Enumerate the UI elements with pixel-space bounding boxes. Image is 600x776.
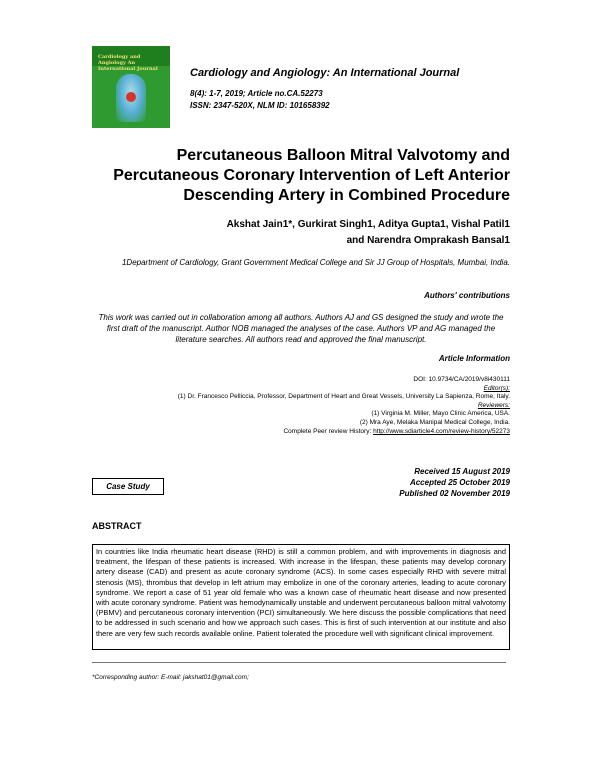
reviewers-label-text: Reviewers: bbox=[477, 402, 510, 409]
journal-issn: ISSN: 2347-520X, NLM ID: 101658392 bbox=[190, 101, 330, 110]
abstract-heading: ABSTRACT bbox=[92, 521, 142, 531]
heart-icon bbox=[126, 92, 136, 102]
review-history bbox=[100, 428, 510, 436]
published-date: Published 02 November 2019 bbox=[399, 489, 510, 498]
editor: (1) Dr. Francesco Pelliccia, Professor, Department of Heart and Great Vessels, University La Sapienza, Rome, Italy. bbox=[177, 393, 510, 400]
affiliation: 1Department of Cardiology, Grant Government Medical College and Sir JJ Group of Hospitals, Mumbai, India. bbox=[121, 258, 510, 267]
accepted-date: Accepted 25 October 2019 bbox=[409, 478, 510, 487]
journal-name: Cardiology and Angiology: An International Journal bbox=[190, 67, 460, 79]
abstract-text: In countries like India rheumatic heart disease (RHD) is still a common problem, and with improvements in diagnosis and treatment, the lifespan of these patients is increased. With increase in the lifespan, these patients may develop coronary artery disease (CAD) and present as acute coronary syndrome (ACS). In some cases especially RHD with severe mitral stenosis (MS), thrombus that develop in left atrium may embolize in one of the coronary arteries, leading to acute coronary syndrome. We report a case of 51 year old female who was a known case of rheumatic heart disease and now presented with acute coronary syndrome. Patient was hemodynamically unstable and underwent percutaneous balloon mitral valvotomy (PBMV) and percutaneous coronary intervention (PCI) simultaneously. We here discuss the possible complications that need to be addressed in such scenario and how we approach such cases. This is first of such intervention at our institute and also there are very few such records available online. Patient tolerated the procedure well with significant clinical improvement. bbox=[92, 544, 510, 650]
reviewers-label bbox=[100, 402, 510, 410]
author-list bbox=[150, 217, 510, 249]
authors-line-1: Akshat Jain1*, Gurkirat Singh1, Aditya Gupta1, Vishal Patil1 bbox=[226, 219, 510, 230]
reviewer-2: (2) Mra Aye, Melaka Manipal Medical College, India. bbox=[359, 419, 510, 426]
contributions-heading: Authors' contributions bbox=[424, 291, 510, 300]
review-history-label: Complete Peer review History: bbox=[283, 428, 372, 435]
corresponding-author-footnote: *Corresponding author: E-mail: jakshat01@gmail.com; bbox=[92, 674, 249, 681]
cover-title: Cardiology and Angiology An International Journal bbox=[98, 54, 158, 72]
editor-label-text: Editor(s): bbox=[483, 385, 510, 392]
editor-label bbox=[100, 385, 510, 393]
article-dates bbox=[300, 466, 510, 499]
article-title: Percutaneous Balloon Mitral Valvotomy and Percutaneous Coronary Intervention of Left Anterior Descending Artery in Combined Procedure bbox=[113, 147, 510, 204]
doi: DOI: 10.9734/CA/2019/v8i430111 bbox=[413, 376, 510, 383]
footnote-divider bbox=[92, 662, 506, 663]
authors-line-2: and Narendra Omprakash Bansal1 bbox=[346, 235, 510, 246]
article-type-badge: Case Study bbox=[92, 478, 164, 495]
journal-issue: 8(4): 1-7, 2019; Article no.CA.52273 bbox=[190, 89, 323, 98]
received-date: Received 15 August 2019 bbox=[414, 467, 510, 476]
contributions-text: This work was carried out in collaboration among all authors. Authors AJ and GS designed the study and wrote the first draft of the manuscript. Author NOB managed the analyses of the case. Authors VP and AG managed the literature searches. All authors read and approved the final manuscript. bbox=[98, 313, 504, 344]
journal-cover-image bbox=[92, 46, 170, 128]
review-history-link[interactable]: http://www.sdiarticle4.com/review-history/52273 bbox=[373, 428, 510, 435]
reviewer-1: (1) Virginia M. Miller, Mayo Clinic America, USA. bbox=[371, 410, 510, 417]
article-info-heading: Article Information bbox=[438, 354, 510, 363]
